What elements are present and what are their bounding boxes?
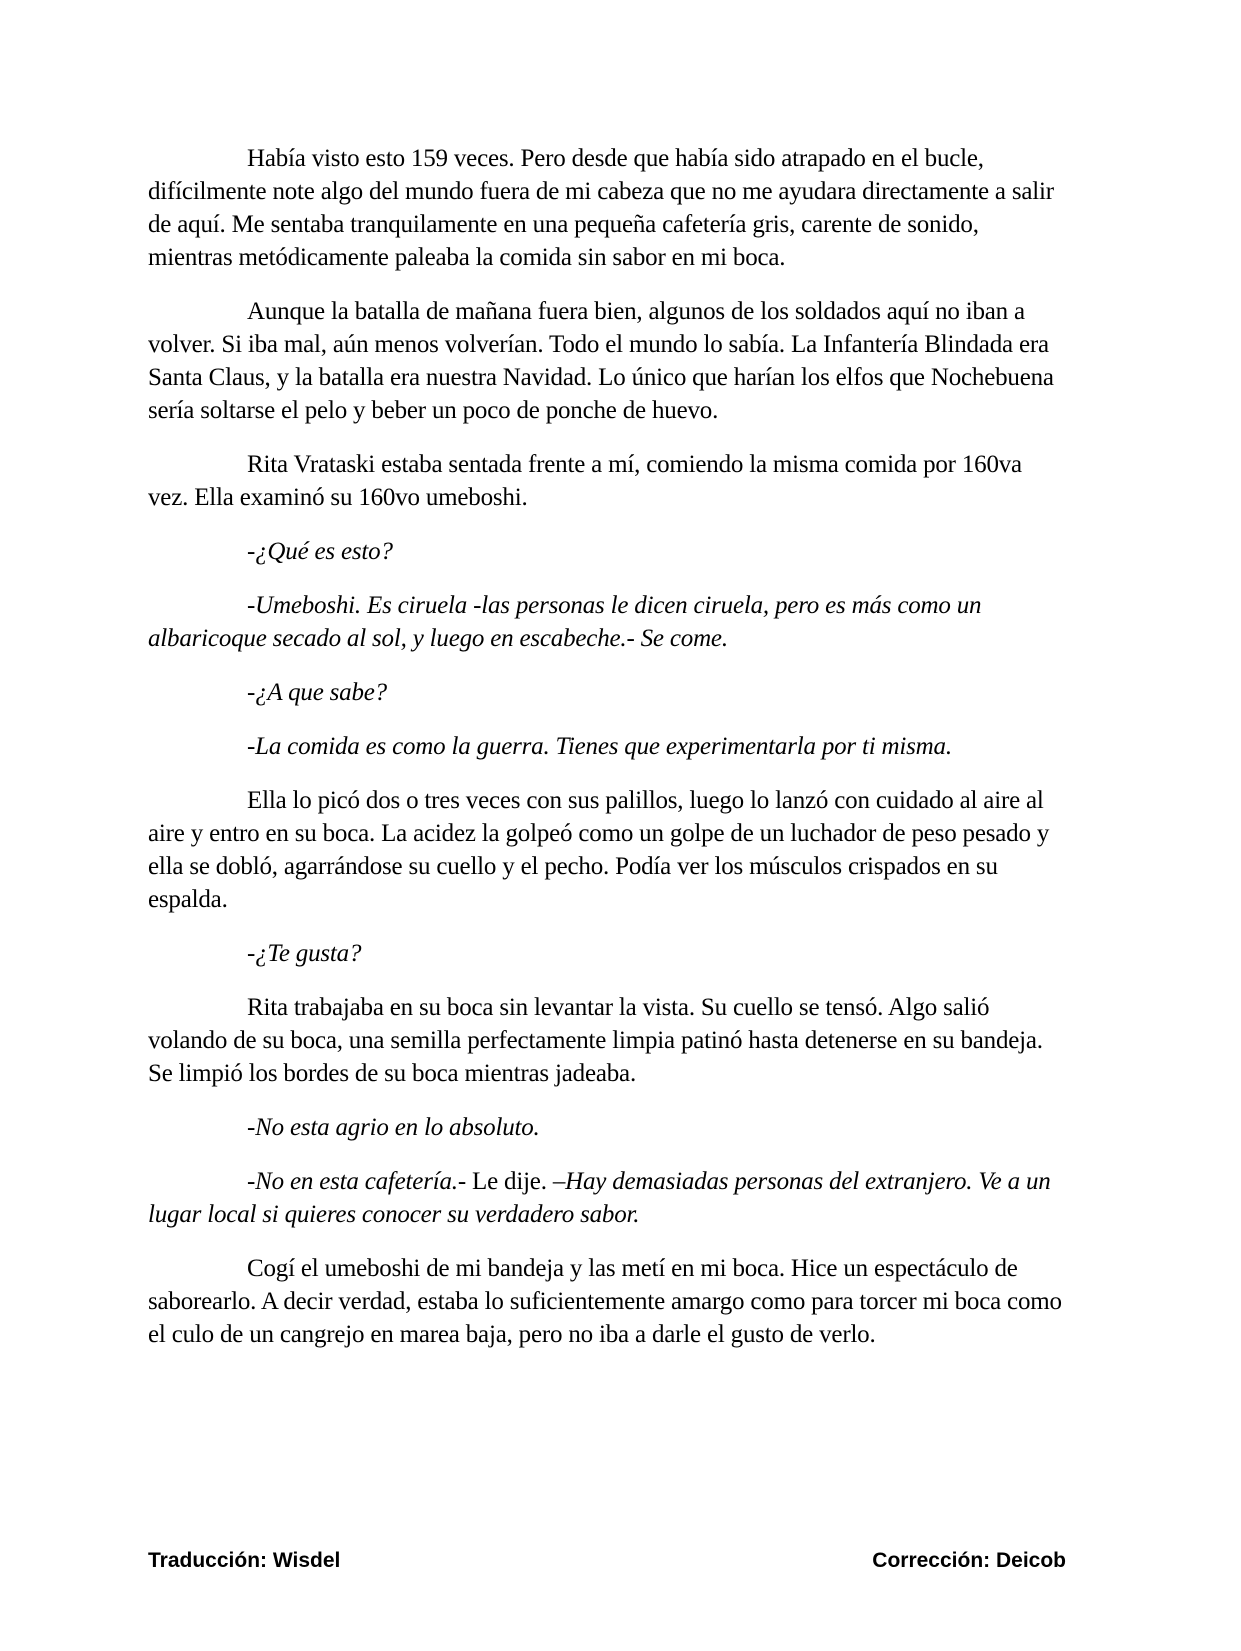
translation-credit: Traducción: Wisdel [148, 1549, 341, 1572]
paragraph [148, 676, 1063, 709]
paragraph [148, 784, 1063, 916]
dialogue-text-run: -¿A que sabe? [247, 679, 387, 706]
dialogue-text-run: -¿Qué es esto? [247, 538, 393, 565]
dialogue-text-run: -No esta agrio en lo absoluto. [247, 1114, 540, 1141]
narration-text-run: Ella lo picó dos o tres veces con sus palillos, luego lo lanzó con cuidado al aire al aire y entro en su boca. La acidez la golpeó como un golpe de un luchador de peso pesado y ella se dobló, agarrándose su cuello y el pecho. Podía ver los músculos crispados en su espalda. [148, 787, 1050, 913]
paragraph [148, 448, 1063, 514]
narration-text-run: Cogí el umeboshi de mi bandeja y las metí en mi boca. Hice un espectáculo de saborearlo. A decir verdad, estaba lo suficientemente amargo como para torcer mi boca como el culo de un cangrejo en marea baja, pero no iba a darle el gusto de verlo. [148, 1255, 1062, 1348]
page-footer [148, 1548, 1066, 1574]
narration-text-run: Rita Vrataski estaba sentada frente a mí, comiendo la misma comida por 160va vez. Ella examinó su 160vo umeboshi. [148, 451, 1022, 511]
narration-text-run: Aunque la batalla de mañana fuera bien, algunos de los soldados aquí no iban a volver. Si iba mal, aún menos volverían. Todo el mundo lo sabía. La Infantería Blindada era Santa Claus, y la batalla era nuestra Navidad. Lo único que harían los elfos que Nochebuena sería soltarse el pelo y beber un poco de ponche de huevo. [148, 298, 1054, 424]
paragraph [148, 991, 1063, 1090]
paragraph [148, 1252, 1063, 1351]
paragraph [148, 1111, 1063, 1144]
paragraph [148, 937, 1063, 970]
narration-text-run: Rita trabajaba en su boca sin levantar la vista. Su cuello se tensó. Algo salió volando de su boca, una semilla perfectamente limpia patinó hasta detenerse en su bandeja. Se limpió los bordes de su boca mientras jadeaba. [148, 994, 1043, 1087]
dialogue-text-run: -No en esta cafetería.- [247, 1168, 466, 1195]
dialogue-text-run: -La comida es como la guerra. Tienes que experimentarla por ti misma. [247, 733, 952, 760]
dialogue-text-run: -¿Te gusta? [247, 940, 362, 967]
document-body [148, 142, 1063, 1372]
paragraph [148, 1165, 1063, 1231]
narration-text-run: Había visto esto 159 veces. Pero desde que había sido atrapado en el bucle, difícilmente note algo del mundo fuera de mi cabeza que no me ayudara directamente a salir de aquí. Me sentaba tranquilamente en una pequeña cafetería gris, carente de sonido, mientras metódicamente paleaba la comida sin sabor en mi boca. [148, 145, 1054, 271]
dialogue-text-run: -Umeboshi. Es ciruela -las personas le dicen ciruela, pero es más como un albaricoque secado al sol, y luego en escabeche.- Se come. [148, 592, 982, 652]
paragraph [148, 535, 1063, 568]
paragraph [148, 295, 1063, 427]
paragraph [148, 730, 1063, 763]
correction-credit: Corrección: Deicob [872, 1549, 1066, 1572]
dialogue-text-run: –Hay demasiadas personas del extranjero. Ve a un lugar local si quieres conocer su verdadero sabor. [148, 1168, 1051, 1228]
narration-text-run: Le dije. [465, 1168, 553, 1195]
paragraph [148, 142, 1063, 274]
paragraph [148, 589, 1063, 655]
